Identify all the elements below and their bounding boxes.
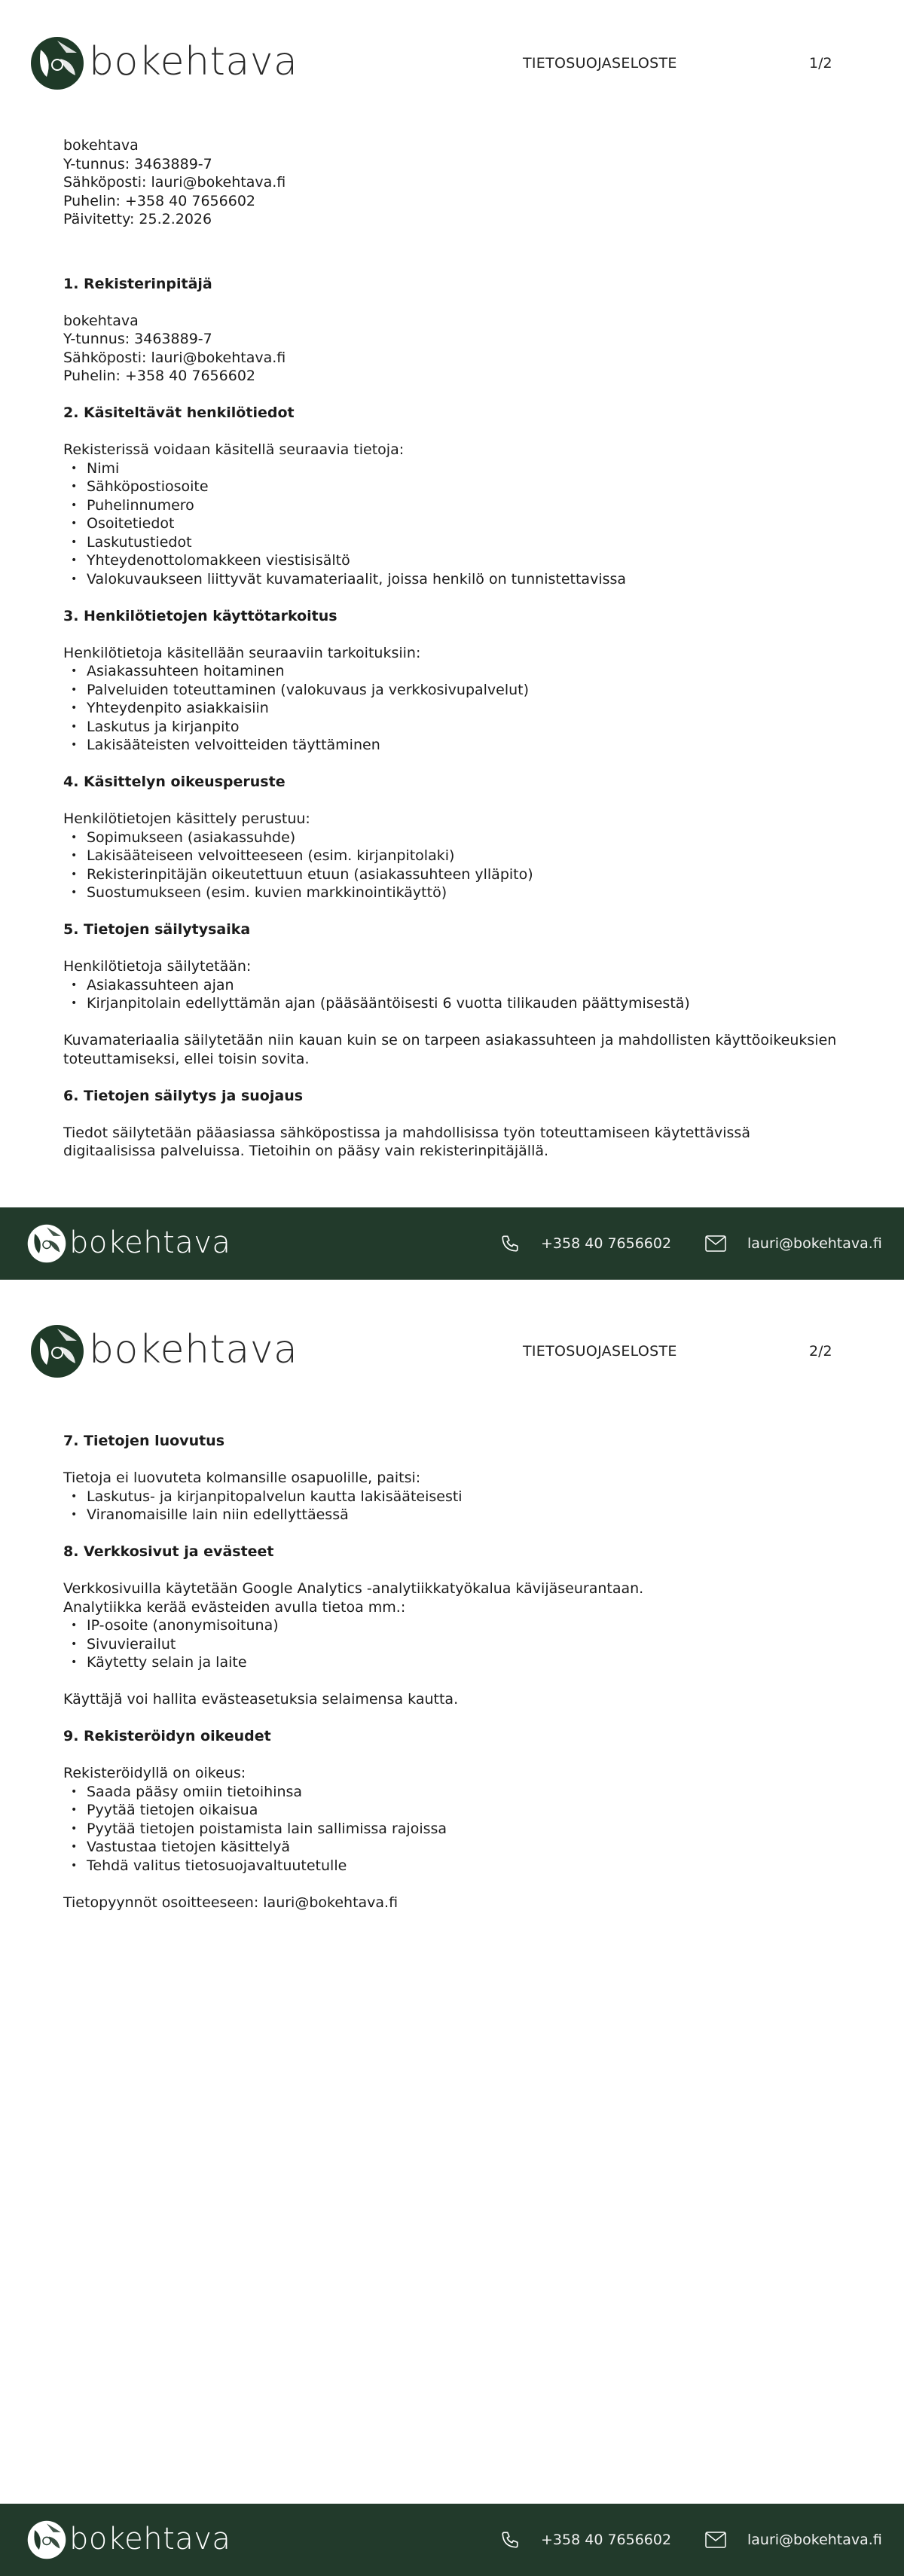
page-2 xyxy=(0,1288,904,2576)
section-text: Henkilötietoja säilytetään: xyxy=(63,958,252,975)
document-title: TIETOSUOJASELOSTE xyxy=(523,1343,677,1360)
list-item: • Rekisterinpitäjän oikeutettuun etuun (asiakassuhteen ylläpito) xyxy=(63,865,847,884)
mail-icon xyxy=(705,2532,726,2548)
footer-logo[interactable] xyxy=(27,2520,231,2559)
list-item: • Pyytää tietojen poistamista lain sallimissa rajoissa xyxy=(63,1820,847,1839)
section-line: bokehtava xyxy=(63,312,139,329)
bullet-list xyxy=(63,1616,847,1672)
bullet-list xyxy=(63,662,847,755)
section-heading: 9. Rekisteröidyn oikeudet xyxy=(63,1728,271,1744)
intro-line: Puhelin: +358 40 7656602 xyxy=(63,192,255,209)
list-item: • Asiakassuhteen hoitaminen xyxy=(63,662,847,681)
camera-aperture-icon xyxy=(27,2520,66,2559)
section-heading: 1. Rekisterinpitäjä xyxy=(63,275,212,292)
list-item: • Suostumukseen (esim. kuvien markkinointikäyttö) xyxy=(63,884,847,902)
page-2-content xyxy=(63,1432,847,1912)
bullet-list xyxy=(63,459,847,589)
section-heading: 7. Tietojen luovutus xyxy=(63,1433,225,1449)
brand-wordmark: bokehtava xyxy=(89,39,298,84)
list-item: • Laskutus ja kirjanpito xyxy=(63,718,847,737)
list-item: • Asiakassuhteen ajan xyxy=(63,976,847,995)
section-text: Analytiikka kerää evästeiden avulla tietoa mm.: xyxy=(63,1598,406,1616)
list-item: • Osoitetiedot xyxy=(63,514,847,533)
section-text: Tietoja ei luovuteta kolmansille osapuolille, paitsi: xyxy=(63,1470,421,1486)
page-header xyxy=(0,1288,904,1420)
list-item: • Yhteydenottolomakkeen viestisisältö xyxy=(63,551,847,570)
list-item: • Laskutustiedot xyxy=(63,533,847,552)
list-item: • Valokuvaukseen liittyvät kuvamateriaalit, joissa henkilö on tunnistettavissa xyxy=(63,570,847,589)
footer-phone-text: +358 40 7656602 xyxy=(541,2532,672,2548)
list-item: • IP-osoite (anonymisoituna) xyxy=(63,1616,847,1635)
list-item: • Viranomaisille lain niin edellyttäessä xyxy=(63,1506,847,1525)
section-text: Verkkosivuilla käytetään Google Analytics -analytiikkatyökalua kävijäseurantaan. xyxy=(63,1580,644,1597)
list-item: • Yhteydenpito asiakkaisiin xyxy=(63,699,847,718)
bullet-list xyxy=(63,829,847,902)
intro-block xyxy=(63,136,847,229)
brand-logo[interactable] xyxy=(30,1324,298,1378)
mail-icon xyxy=(705,1235,726,1252)
intro-line: bokehtava xyxy=(63,137,139,154)
phone-icon xyxy=(500,2530,520,2550)
footer-email[interactable] xyxy=(705,2504,882,2576)
footer-phone-text: +358 40 7656602 xyxy=(541,1235,672,1252)
intro-line: Sähköposti: lauri@bokehtava.fi xyxy=(63,174,286,191)
intro-line: Y-tunnus: 3463889-7 xyxy=(63,155,212,172)
list-item: • Nimi xyxy=(63,459,847,478)
footer-phone[interactable] xyxy=(500,1207,671,1280)
footer-logo[interactable] xyxy=(27,1224,231,1263)
section-heading: 6. Tietojen säilytys ja suojaus xyxy=(63,1087,304,1104)
list-item: • Laskutus- ja kirjanpitopalvelun kautta lakisääteisesti xyxy=(63,1488,847,1506)
page-1-content xyxy=(63,136,847,1161)
list-item: • Tehdä valitus tietosuojavaltuutetulle xyxy=(63,1857,847,1876)
section-heading: 8. Verkkosivut ja evästeet xyxy=(63,1543,274,1560)
section-heading: 2. Käsiteltävät henkilötiedot xyxy=(63,404,295,421)
section-text: Henkilötietoja käsitellään seuraaviin tarkoituksiin: xyxy=(63,644,421,661)
page-number: 1/2 xyxy=(809,55,832,72)
list-item: • Saada pääsy omiin tietoihinsa xyxy=(63,1783,847,1802)
list-item: • Käytetty selain ja laite xyxy=(63,1653,847,1672)
list-item: • Kirjanpitolain edellyttämän ajan (pääsääntöisesti 6 vuotta tilikauden päättymisestä) xyxy=(63,994,847,1013)
brand-wordmark: bokehtava xyxy=(89,1327,298,1372)
bullet-list xyxy=(63,976,847,1013)
footer-wordmark: bokehtava xyxy=(69,2522,231,2556)
footer-email-text: lauri@bokehtava.fi xyxy=(747,2532,882,2548)
section-line: Y-tunnus: 3463889-7 xyxy=(63,331,212,347)
section-heading: 5. Tietojen säilytysaika xyxy=(63,921,251,938)
camera-aperture-icon xyxy=(30,36,84,90)
camera-aperture-icon xyxy=(27,1224,66,1263)
section-note: Tietopyynnöt osoitteeseen: lauri@bokehtava.fi xyxy=(63,1894,399,1911)
list-item: • Vastustaa tietojen käsittelyä xyxy=(63,1838,847,1857)
page-footer xyxy=(0,1207,904,1280)
section-text: Rekisteröidyllä on oikeus: xyxy=(63,1765,246,1781)
section-line: Sähköposti: lauri@bokehtava.fi xyxy=(63,349,286,366)
page-number: 2/2 xyxy=(809,1343,832,1360)
footer-email[interactable] xyxy=(705,1207,882,1280)
footer-phone[interactable] xyxy=(500,2504,671,2576)
list-item: • Puhelinnumero xyxy=(63,496,847,515)
list-item: • Palveluiden toteuttaminen (valokuvaus ja verkkosivupalvelut) xyxy=(63,681,847,700)
list-item: • Sähköpostiosoite xyxy=(63,478,847,496)
document-title: TIETOSUOJASELOSTE xyxy=(523,55,677,72)
section-note: Käyttäjä voi hallita evästeasetuksia selaimensa kautta. xyxy=(63,1691,459,1708)
footer-email-text: lauri@bokehtava.fi xyxy=(747,1235,882,1252)
intro-line: Päivitetty: 25.2.2026 xyxy=(63,211,212,227)
page-header xyxy=(0,0,904,132)
bullet-list xyxy=(63,1783,847,1876)
section-text: Tiedot säilytetään pääasiassa sähköpostissa ja mahdollisissa työn toteuttamiseen käytettävissä digitaalisissa palveluissa. Tietoihin on pääsy vain rekisterinpitäjällä. xyxy=(63,1124,750,1159)
section-text: Henkilötietojen käsittely perustuu: xyxy=(63,810,310,827)
section-heading: 3. Henkilötietojen käyttötarkoitus xyxy=(63,607,337,624)
page-footer xyxy=(0,2504,904,2576)
section-note: Kuvamateriaalia säilytetään niin kauan kuin se on tarpeen asiakassuhteen ja mahdollisten käyttöoikeuksien toteuttamiseksi, ellei toisin sovita. xyxy=(63,1032,837,1067)
section-text: Rekisterissä voidaan käsitellä seuraavia tietoja: xyxy=(63,441,405,458)
list-item: • Pyytää tietojen oikaisua xyxy=(63,1801,847,1820)
section-heading: 4. Käsittelyn oikeusperuste xyxy=(63,774,286,790)
camera-aperture-icon xyxy=(30,1324,84,1378)
list-item: • Lakisääteisten velvoitteiden täyttäminen xyxy=(63,736,847,755)
bullet-list xyxy=(63,1488,847,1525)
list-item: • Sivuvierailut xyxy=(63,1635,847,1654)
footer-wordmark: bokehtava xyxy=(69,1225,231,1260)
brand-logo[interactable] xyxy=(30,36,298,90)
phone-icon xyxy=(500,1234,520,1253)
section-line: Puhelin: +358 40 7656602 xyxy=(63,368,255,384)
list-item: • Sopimukseen (asiakassuhde) xyxy=(63,829,847,847)
list-item: • Lakisääteiseen velvoitteeseen (esim. kirjanpitolaki) xyxy=(63,847,847,865)
